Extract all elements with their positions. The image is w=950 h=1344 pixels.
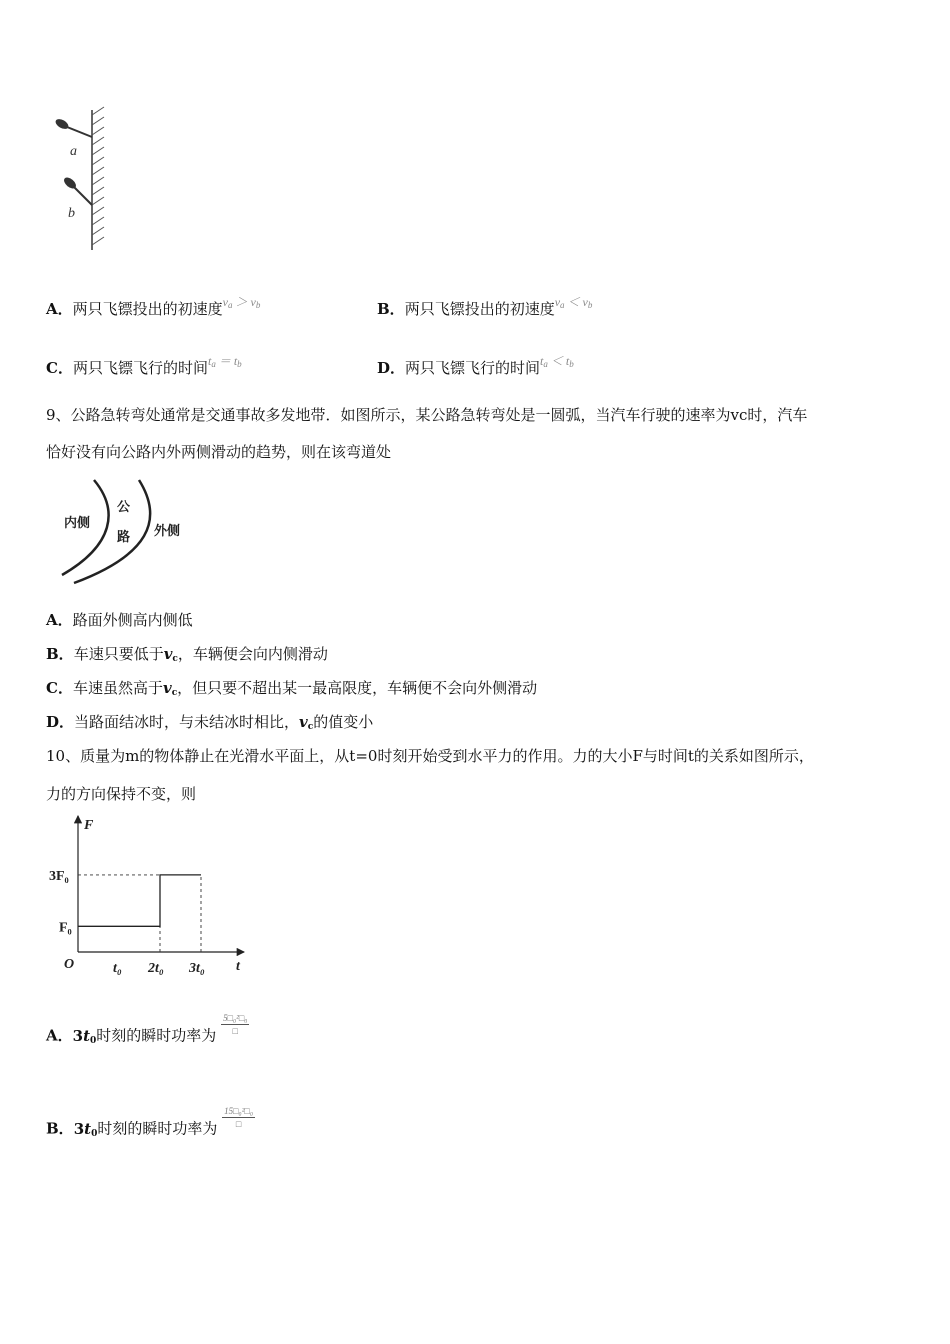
option-text-post: ，车辆便会向内侧滑动 (177, 645, 328, 663)
option-text-post: ，但只要不超出某一最高限度，车辆便不会向外侧滑动 (177, 679, 538, 697)
q9-stem-line1: 9、公路急转弯处通常是交通事故多发地带．如图所示，某公路急转弯处是一圆弧，当汽车行驶的速率为vc时，汽车 (46, 406, 808, 424)
option-text-pre: 车速虽然高于 (72, 679, 163, 697)
dart-a-label: a (70, 144, 77, 159)
option-text: 时刻的瞬时功率为 (96, 1026, 217, 1045)
option-text: 时刻的瞬时功率为 (97, 1119, 218, 1138)
q9-option-a[interactable] (46, 609, 193, 630)
option-text: 两只飞镖飞行的时间 (405, 359, 541, 377)
road-curve-figure (44, 475, 194, 587)
q8-option-d[interactable]: D．两只飞镖飞行的时间$^{t_a < t_b}$ (377, 354, 574, 377)
option-letter: A． (46, 1026, 73, 1045)
option-text: 路面外侧高内侧低 (72, 611, 193, 629)
option-text-pre: 当路面结冰时，与未结冰时相比， (74, 713, 300, 731)
q10-option-a[interactable]: A．$3t_0$时刻的瞬时功率为 $\frac{\text{5□₀²□₀}}{□}$ (46, 1013, 248, 1046)
y-tick-f0: F₀ (59, 920, 72, 936)
road-label-2: 路 (117, 529, 131, 544)
q8-option-a[interactable]: A．两只飞镖投出的初速度$^{v_a > v_b}$ (46, 295, 261, 318)
power-fraction-b: $\frac{\text{15□₀²□₀}}{□}$ (224, 1106, 253, 1129)
q9-option-d[interactable]: D．当路面结冰时，与未结冰时相比，$v_c$的值变小 (46, 713, 374, 732)
q10-stem-line2: 力的方向保持不变，则 (46, 785, 197, 803)
x-tick-2t0: 2t₀ (148, 961, 164, 976)
q10-option-b[interactable]: B．$3t_0$时刻的瞬时功率为 $\frac{\text{15□₀²□₀}}{□}$ (46, 1106, 253, 1139)
option-text-pre: 车速只要低于 (73, 645, 164, 663)
option-text: 两只飞镖飞行的时间 (72, 359, 208, 377)
q9-stem-line2: 恰好没有向公路内外两侧滑动的趋势，则在该弯道处 (46, 443, 392, 461)
q8-option-b[interactable]: B．两只飞镖投出的初速度$^{v_a < v_b}$ (377, 295, 593, 318)
darts-figure (40, 105, 120, 255)
option-letter: D． (46, 713, 75, 731)
force-series-line (78, 875, 201, 926)
option-letter: A． (46, 300, 73, 318)
q9-option-b[interactable]: B．车速只要低于$v_c$，车辆便会向内侧滑动 (46, 645, 328, 664)
origin-label: O (64, 957, 75, 972)
outer-side-label: 外侧 (154, 523, 181, 538)
option-text: 两只飞镖投出的初速度 (404, 300, 555, 318)
option-letter: B． (377, 300, 405, 318)
y-tick-3f0: 3F₀ (49, 868, 69, 884)
option-letter: C． (46, 679, 73, 697)
dart-b-label: b (68, 206, 75, 221)
dart-b-icon (62, 175, 92, 205)
road-label-1: 公 (117, 499, 131, 514)
inner-side-label: 内侧 (64, 515, 91, 530)
option-letter: A． (46, 611, 73, 629)
x-axis-label: t (236, 959, 240, 974)
dart-a-icon (54, 117, 92, 137)
option-letter: D． (377, 359, 406, 377)
x-tick-3t0: 3t₀ (189, 961, 205, 976)
option-letter: B． (46, 1119, 74, 1138)
force-time-chart (44, 812, 254, 984)
y-axis-label: F (84, 818, 94, 833)
option-letter: B． (46, 645, 74, 663)
q10-stem-line1: 10、质量为m的物体静止在光滑水平面上，从t=0时刻开始受到水平力的作用。力的大小F与时间t的关系如图所示， (46, 747, 814, 765)
q8-option-c[interactable]: C．两只飞镖飞行的时间$^{t_a = t_b}$ (46, 354, 242, 377)
q9-option-c[interactable]: C．车速虽然高于$v_c$，但只要不超出某一最高限度，车辆便不会向外侧滑动 (46, 679, 538, 698)
option-letter: C． (46, 359, 73, 377)
option-text: 两只飞镖投出的初速度 (72, 300, 223, 318)
x-tick-t0: t₀ (113, 961, 122, 976)
power-fraction-a: $\frac{\text{5□₀²□₀}}{□}$ (223, 1013, 248, 1036)
option-text-post: 的值变小 (313, 713, 374, 731)
